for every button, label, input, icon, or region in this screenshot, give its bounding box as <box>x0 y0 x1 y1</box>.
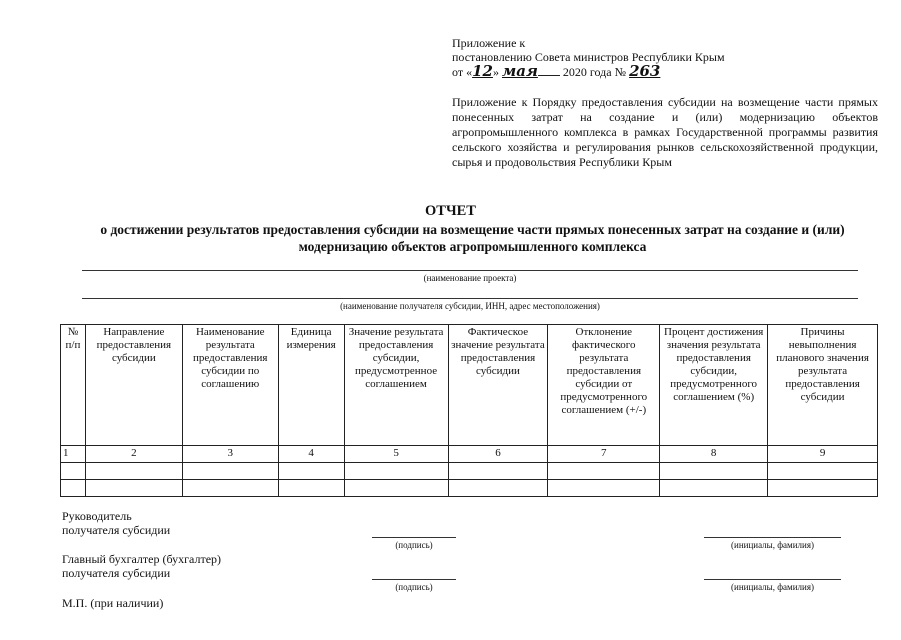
date-prefix: от « <box>452 65 473 79</box>
header-reasons: Причины невыполнения планового значения результата предоставления субсидии <box>768 325 878 446</box>
date-quote: » <box>492 65 499 79</box>
head-signature-line <box>372 537 456 538</box>
head-initials-caption: (инициалы, фамилия) <box>731 540 814 550</box>
col-number-3: 3 <box>182 446 278 463</box>
recipient-caption: (наименование получателя субсидии, ИНН, адрес местоположения) <box>340 301 600 311</box>
col-number-4: 4 <box>278 446 344 463</box>
recipient-line <box>82 298 858 299</box>
table-header-row <box>61 325 878 446</box>
header-deviation: Отклонение фактического результата предоставления субсидии от предусмотренного соглашением (+/-) <box>548 325 660 446</box>
table-number-row <box>61 446 878 463</box>
date-month: мая <box>501 62 538 80</box>
head-signature-caption: (подпись) <box>395 540 433 550</box>
table-row <box>61 463 878 480</box>
appendix-date-line <box>452 64 725 79</box>
col-number-5: 5 <box>344 446 448 463</box>
accountant-signature-line <box>372 579 456 580</box>
col-number-8: 8 <box>660 446 768 463</box>
report-table <box>60 324 878 497</box>
accountant-label-line1: Главный бухгалтер (бухгалтер) <box>62 552 222 566</box>
header-result-name: Наименование результата предоставления субсидии по соглашению <box>182 325 278 446</box>
col-number-1: 1 <box>61 446 86 463</box>
report-title: ОТЧЕТ <box>425 203 476 219</box>
report-subtitle: о достижении результатов предоставления субсидии на возмещение части прямых понесенных затрат на создание и (или) модернизацию объектов агропромышленного комплекса <box>100 222 845 254</box>
accountant-initials-line <box>704 579 841 580</box>
date-day: 12 <box>472 62 493 80</box>
accountant-signature-label <box>62 552 221 580</box>
project-caption: (наименование проекта) <box>423 273 517 283</box>
col-number-2: 2 <box>85 446 182 463</box>
header-direction: Направление предоставления субсидии <box>85 325 182 446</box>
table-row <box>61 480 878 497</box>
appendix-line-1: Приложение к <box>452 36 526 50</box>
header-planned-value: Значение результата предоставления субсидии, предусмотренное соглашением <box>344 325 448 446</box>
header-actual-value: Фактическое значение результата предоставления субсидии <box>448 325 548 446</box>
appendix-line-2: постановлению Совета министров Республики Крым <box>452 50 725 64</box>
appendix-header <box>452 36 725 79</box>
col-number-9: 9 <box>768 446 878 463</box>
accountant-signature-caption: (подпись) <box>395 582 433 592</box>
stamp-label: М.П. (при наличии) <box>62 596 164 610</box>
decree-number: 263 <box>629 62 661 80</box>
accountant-initials-caption: (инициалы, фамилия) <box>731 582 814 592</box>
accountant-label-line2: получателя субсидии <box>62 566 171 580</box>
header-percent: Процент достижения значения результата предоставления субсидии, предусмотренного соглашением (%) <box>660 325 768 446</box>
col-number-7: 7 <box>548 446 660 463</box>
header-unit: Единица измерения <box>278 325 344 446</box>
header-number: № п/п <box>61 325 86 446</box>
head-label-line2: получателя субсидии <box>62 523 171 537</box>
head-signature-label <box>62 509 170 537</box>
project-name-line <box>82 270 858 271</box>
col-number-6: 6 <box>448 446 548 463</box>
order-appendix-text: Приложение к Порядку предоставления субсидии на возмещение части прямых понесенных затрат на создание и (или) модернизацию объектов агропромышленного комплекса в рамках Государственной программы развития сельского хозяйства и регулирования рынков сельскохозяйственной продукции, сырья и продовольствия Республики Крым <box>452 95 878 169</box>
date-year: 2020 года № <box>562 65 627 79</box>
head-label-line1: Руководитель <box>62 509 132 523</box>
head-initials-line <box>704 537 841 538</box>
